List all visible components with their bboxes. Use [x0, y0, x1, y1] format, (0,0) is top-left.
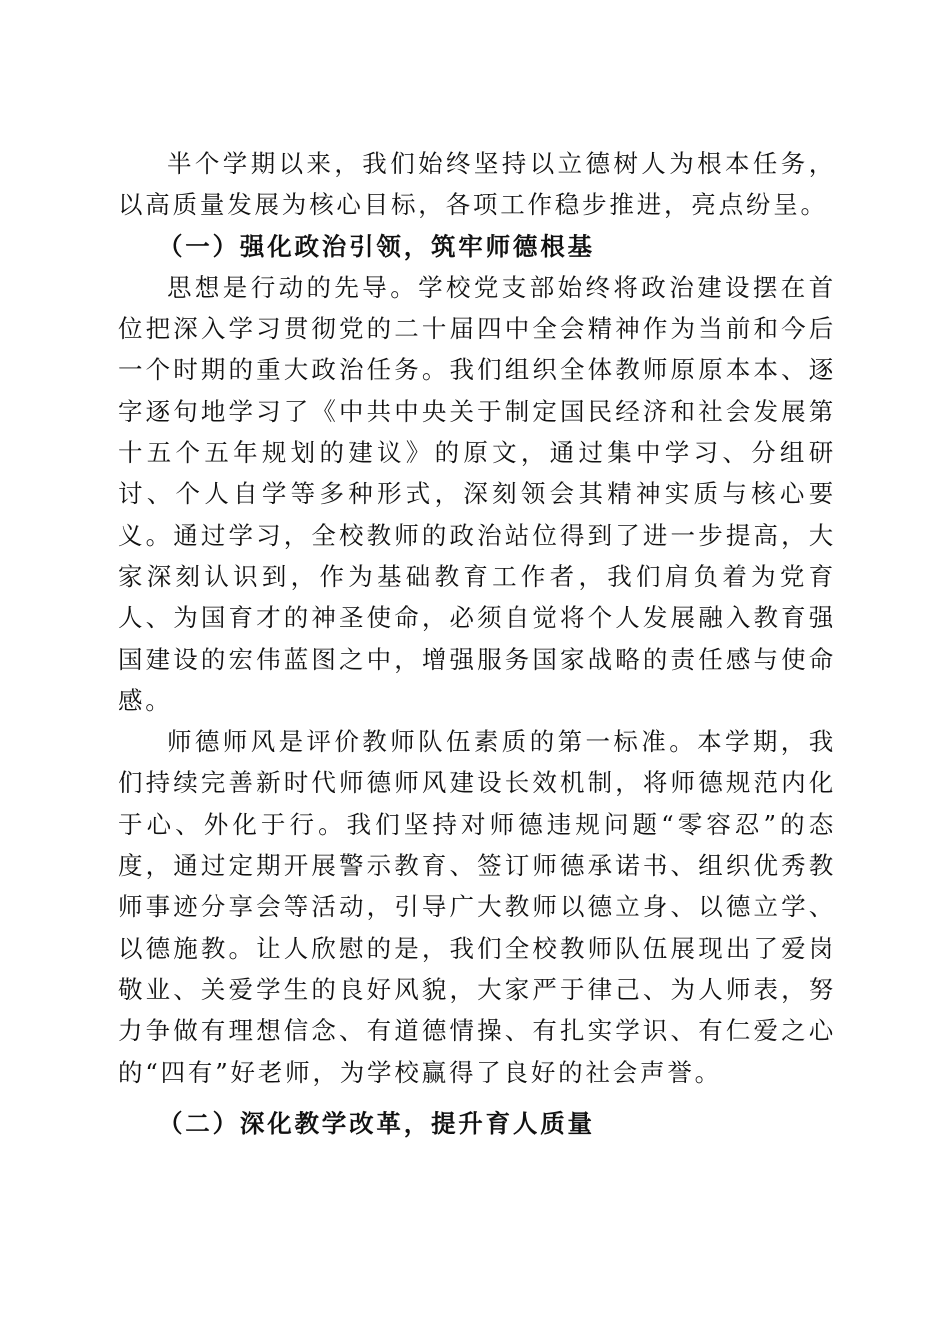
section-1-paragraph-1: 思想是行动的先导。学校党支部始终将政治建设摆在首位把深入学习贯彻党的二十届四中全会精神作为当前和今后一个时期的重大政治任务。我们组织全体教师原原本本、逐字逐句地学习了《中共中央关于制定国民经济和社会发展第十五个五年规划的建议》的原文，通过集中学习、分组研讨、个人自学等多种形式，深刻领会其精神实质与核心要义。通过学习，全校教师的政治站位得到了进一步提高，大家深刻认识到，作为基础教育工作者，我们肩负着为党育人、为国育才的神圣使命，必须自觉将个人发展融入教育强国建设的宏伟蓝图之中，增强服务国家战略的责任感与使命感。	[118, 272, 836, 715]
intro-paragraph: 半个学期以来，我们始终坚持以立德树人为根本任务，以高质量发展为核心目标，各项工作稳步推进，亮点纷呈。	[118, 149, 836, 220]
section-1-heading: （一）强化政治引领，筑牢师德根基	[158, 231, 595, 261]
document-body	[118, 143, 836, 1144]
section-1-paragraph-2: 师德师风是评价教师队伍素质的第一标准。本学期，我们持续完善新时代师德师风建设长效机制，将师德规范内化于心、外化于行。我们坚持对师德违规问题“零容忍”的态度，通过定期开展警示教育、签订师德承诺书、组织优秀教师事迹分享会等活动，引导广大教师以德立身、以德立学、以德施教。让人欣慰的是，我们全校教师队伍展现出了爱岗敬业、关爱学生的良好风貌，大家严于律己、为人师表，努力争做有理想信念、有道德情操、有扎实学识、有仁爱之心的“四有”好老师，为学校赢得了良好的社会声誉。	[118, 727, 836, 1087]
section-2-heading: （二）深化教学改革，提升育人质量	[158, 1108, 595, 1138]
